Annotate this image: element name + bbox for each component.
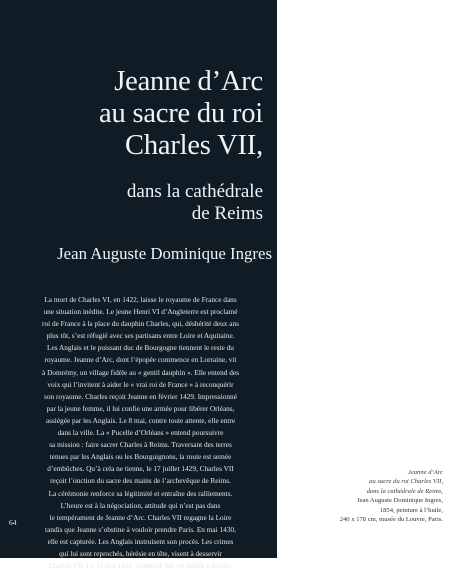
title-line-1: Jeanne d’Arc	[114, 66, 263, 97]
body-line: une situation inédite. Le jeune Henri VI d’Angleterre est proclamé	[43, 307, 238, 317]
body-line: dans la ville. La « Pucelle d’Orléans » entend poursuivre	[57, 428, 224, 438]
page-title	[13, 66, 263, 162]
body-line: elle est capturée. Les Anglais instruisent son procès. Les crimes	[47, 536, 234, 546]
body-line: son royaume. Charles reçoit Jeanne en février 1429. Impressionné	[44, 391, 237, 401]
caption-date-medium: 1854, peinture à l’huile,	[379, 506, 443, 514]
body-line: roi de France à la place du dauphin Charles, qui, déshérité deux ans	[42, 319, 239, 329]
page-number: 64	[9, 518, 17, 527]
body-line: La cérémonie renforce sa légitimité et entraîne des ralliements.	[48, 488, 233, 498]
body-line: à Domrémy, un village fidèle au « gentil dauphin ». Elle entend des	[42, 367, 239, 377]
body-line: par la jeune femme, il lui confie une armée pour libérer Orléans,	[46, 403, 235, 413]
body-line: sa mission : faire sacrer Charles à Reims. Traversant des terres	[49, 440, 232, 450]
subtitle-line-2: de Reims	[191, 203, 263, 224]
body-line: L’heure est à la négociation, attitude qui n’est pas dans	[60, 500, 221, 510]
body-line: Charles VII. Le 31 mai 1431, Jeanne d’Arc est brûlée à Rouen.	[48, 561, 233, 571]
caption-artwork-location: dans la cathédrale de Reims,	[366, 487, 443, 495]
subtitle-line-1: dans la cathédrale	[126, 181, 263, 202]
caption-artwork-title: Jeanne d’Arc	[407, 469, 443, 476]
body-line: royaume. Jeanne d’Arc, dont l’épopée commence en Lorraine, vit	[44, 355, 237, 365]
body-line: La mort de Charles VI, en 1422, laisse le royaume de France dans	[44, 295, 237, 304]
body-line: reçoit l’onction du sacre des mains de l’archevêque de Reims.	[50, 476, 231, 486]
caption-artist: Jean Auguste Dominique Ingres,	[356, 497, 443, 505]
caption-dimensions-museum: 240 x 178 cm, musée du Louvre, Paris.	[339, 516, 443, 524]
page-subtitle	[13, 181, 263, 225]
artist-name: Jean Auguste Dominique Ingres	[57, 244, 272, 263]
body-line: tenues par les Anglais ou les Bourguignons, la route est semée	[49, 452, 232, 462]
body-line: voix qui l’invitent à aider le « vrai roi de France » à reconquérir	[47, 379, 234, 389]
body-text	[14, 294, 267, 572]
body-line: tandis que Jeanne s’obstine à vouloir prendre Paris. En mai 1430,	[45, 524, 236, 534]
body-line: plus tôt, s’est réfugié avec ses partisans entre Loire et Aquitaine.	[46, 331, 235, 341]
body-line: assiégée par les Anglais. Le 8 mai, contre toute attente, elle entre	[45, 415, 236, 425]
body-line: d’embûches. Qu’à cela ne tienne, le 17 juillet 1429, Charles VII	[47, 464, 234, 474]
title-line-3: Charles VII,	[125, 130, 263, 161]
body-line: qui lui sont reprochés, hérésie en tête, visent à desservir	[59, 548, 222, 558]
artwork-caption	[283, 468, 443, 524]
title-line-2: au sacre du roi	[99, 98, 263, 129]
caption-artwork-title-cont: au sacre du roi Charles VII,	[369, 478, 443, 486]
body-line: le tempérament de Jeanne d’Arc. Charles VII regagne la Loire	[49, 512, 232, 522]
body-line: Les Anglais et le puissant duc de Bourgogne tiennent le reste du	[47, 343, 234, 353]
